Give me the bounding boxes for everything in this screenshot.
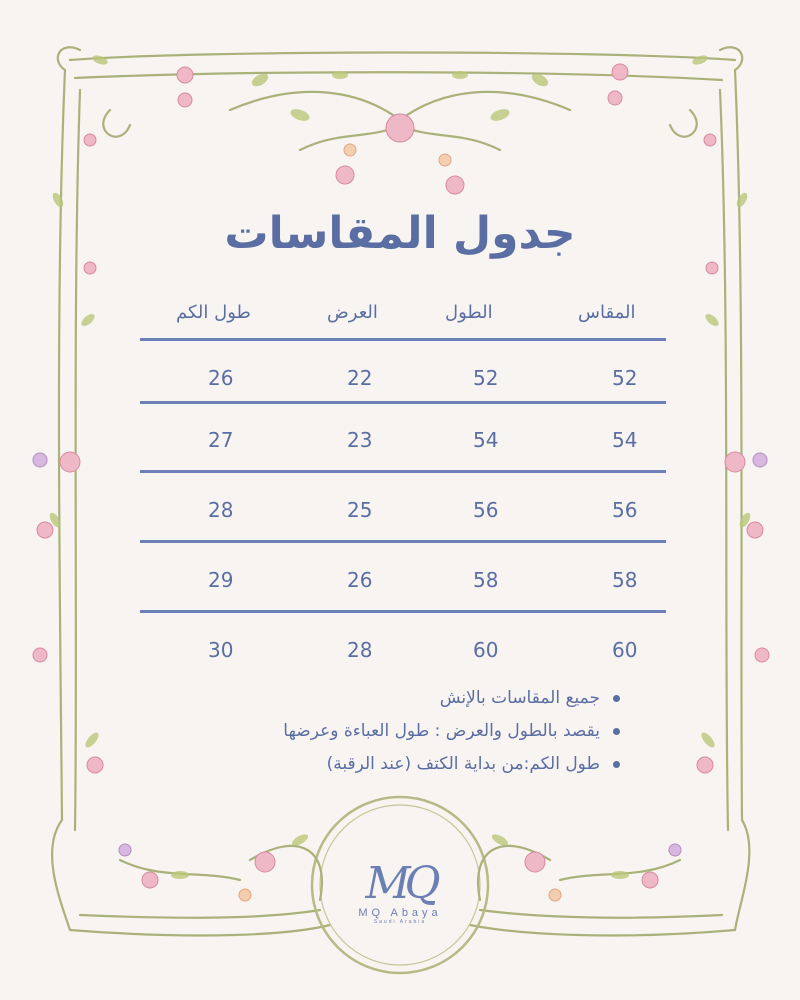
header-length: الطول — [445, 302, 493, 323]
table-rule — [140, 401, 666, 404]
cell-width: 26 — [347, 568, 373, 592]
cell-size: 58 — [612, 568, 638, 592]
note-item: جميع المقاسات بالإنش — [283, 684, 620, 717]
cell-width: 23 — [347, 428, 373, 452]
cell-sleeve: 30 — [208, 638, 234, 662]
brand-logo — [330, 858, 470, 925]
page-title: جدول المقاسات — [224, 208, 576, 259]
header-width: العرض — [327, 302, 378, 323]
cell-sleeve: 27 — [208, 428, 234, 452]
table-rule — [140, 338, 666, 341]
cell-size: 60 — [612, 638, 638, 662]
table-rule — [140, 470, 666, 473]
cell-sleeve: 26 — [208, 366, 234, 390]
notes-list — [283, 684, 620, 783]
cell-sleeve: 28 — [208, 498, 234, 522]
cell-size: 54 — [612, 428, 638, 452]
cell-length: 52 — [473, 366, 499, 390]
table-rule — [140, 610, 666, 613]
cell-width: 28 — [347, 638, 373, 662]
cell-length: 54 — [473, 428, 499, 452]
cell-length: 58 — [473, 568, 499, 592]
cell-size: 52 — [612, 366, 638, 390]
cell-width: 22 — [347, 366, 373, 390]
cell-length: 56 — [473, 498, 499, 522]
header-sleeve: طول الكم — [176, 302, 251, 323]
logo-subtitle: Saudi Arabia — [373, 919, 427, 925]
cell-length: 60 — [473, 638, 499, 662]
header-size: المقاس — [578, 302, 636, 323]
table-rule — [140, 540, 666, 543]
logo-name: MQ Abaya — [358, 907, 442, 919]
note-item: يقصد بالطول والعرض : طول العباءة وعرضها — [283, 717, 620, 750]
note-item: طول الكم:من بداية الكتف (عند الرقبة) — [283, 750, 620, 783]
logo-monogram: MQ — [365, 858, 435, 909]
cell-size: 56 — [612, 498, 638, 522]
cell-width: 25 — [347, 498, 373, 522]
cell-sleeve: 29 — [208, 568, 234, 592]
